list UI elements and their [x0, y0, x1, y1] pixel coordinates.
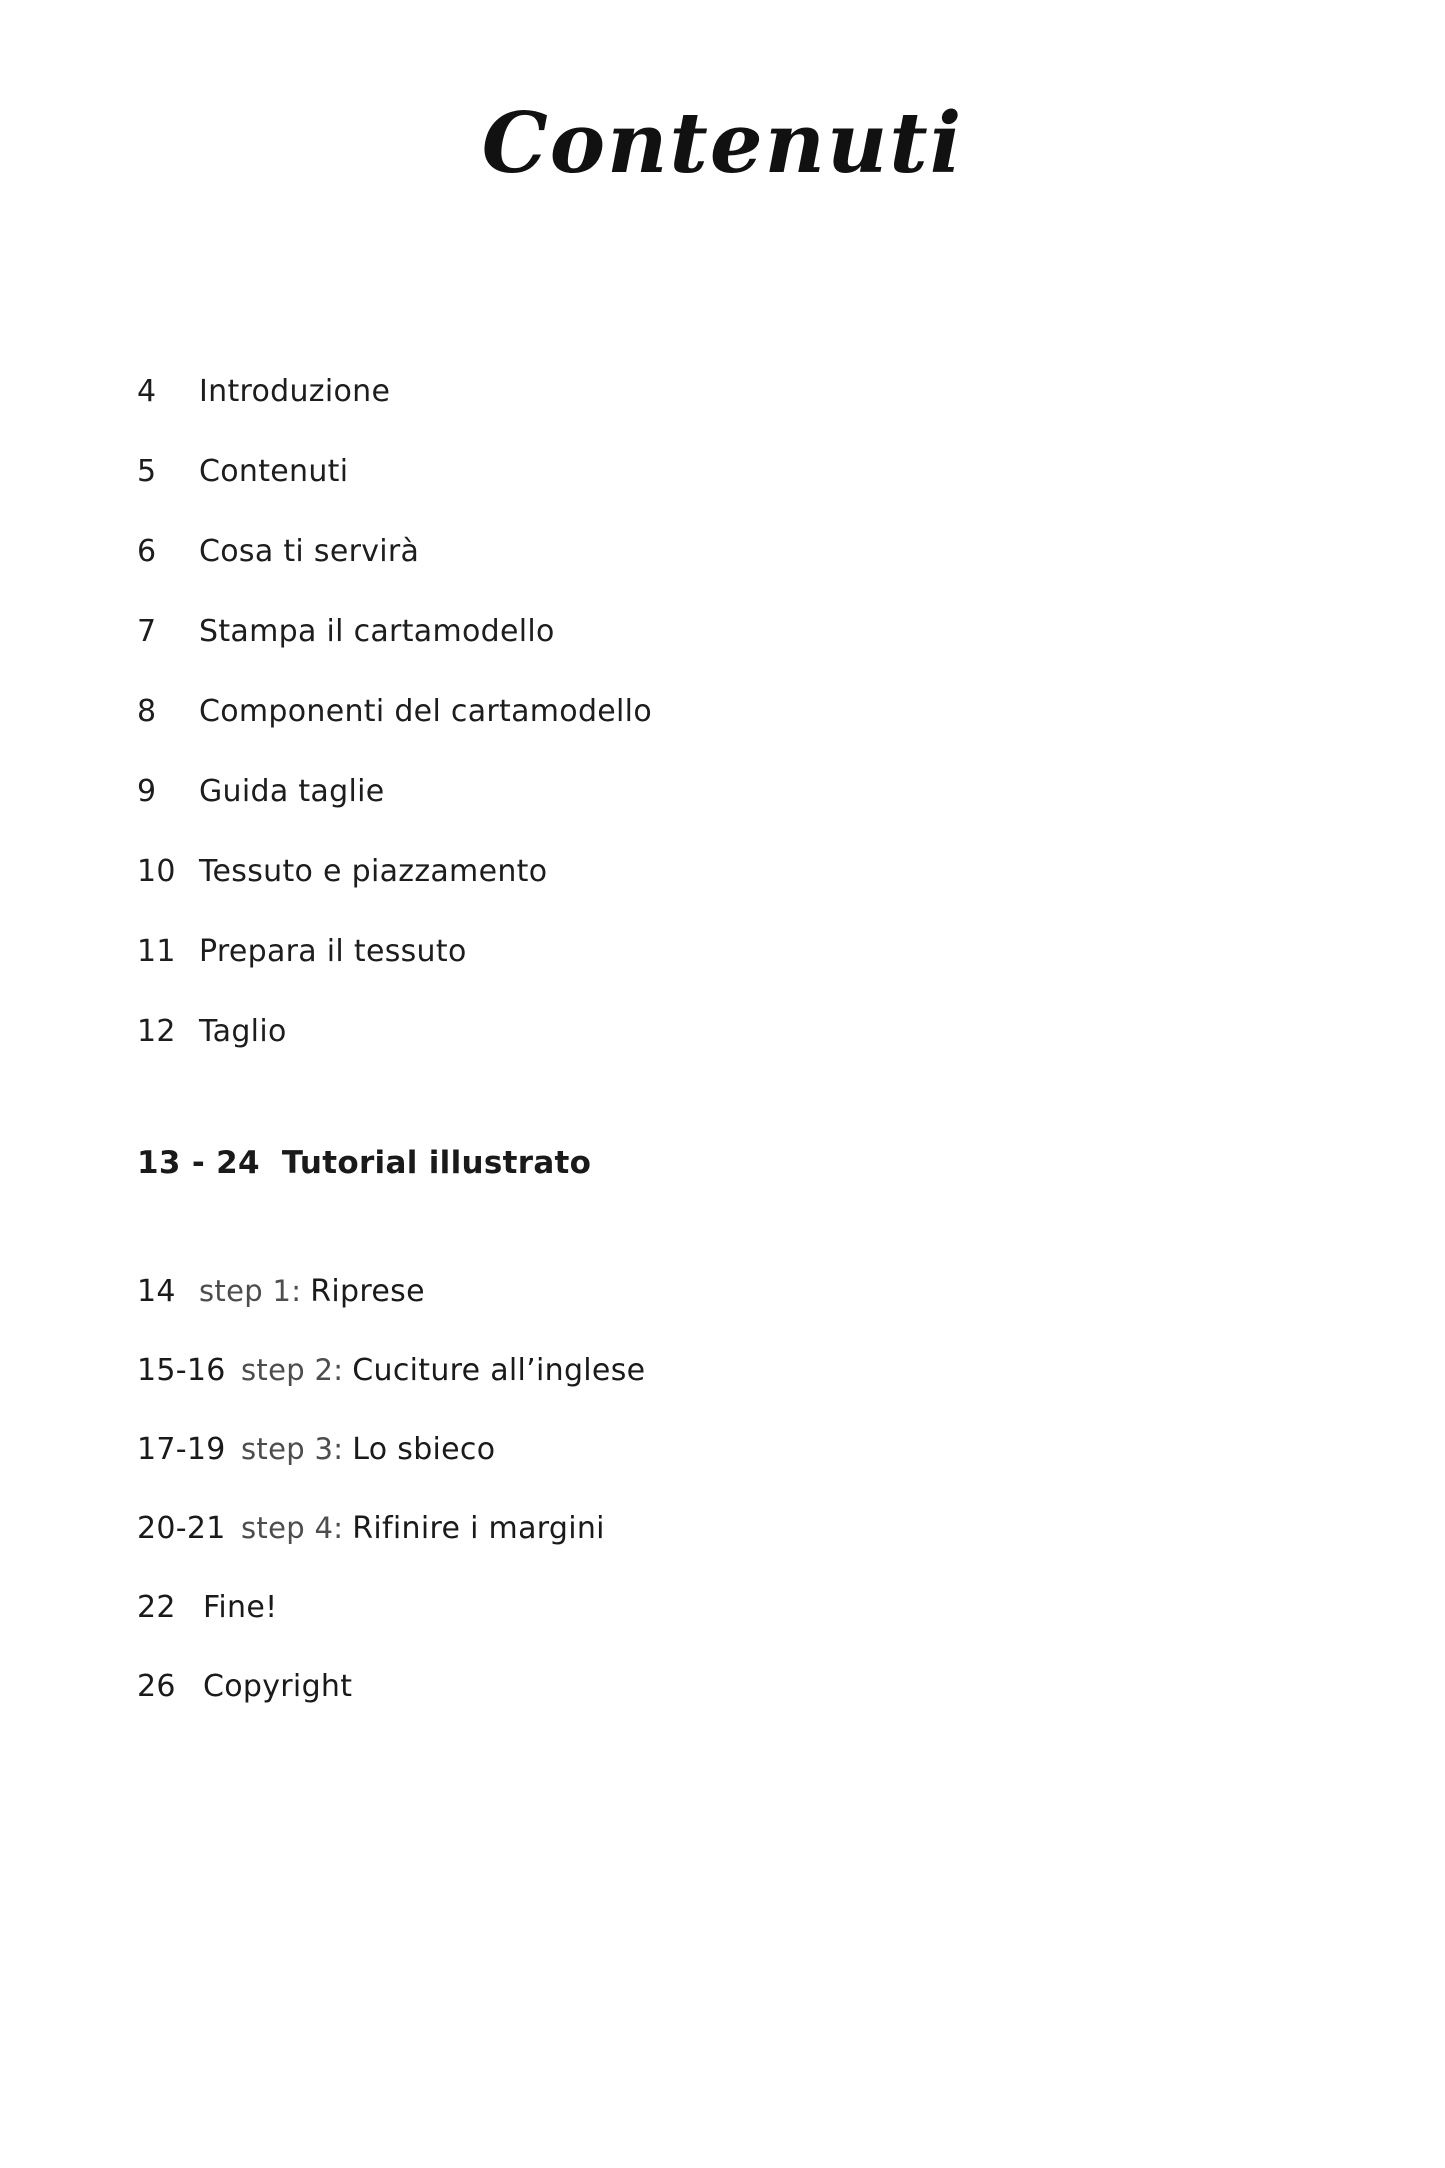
toc-entry[interactable]: [137, 1590, 1445, 1625]
toc-entry-page: 26: [137, 1669, 176, 1705]
toc-entry-page: 22: [137, 1590, 176, 1626]
toc-step-label: Cuciture all’inglese: [352, 1353, 646, 1389]
toc-step-page: 20-21: [137, 1511, 226, 1547]
toc-entry-label: Prepara il tessuto: [199, 934, 467, 970]
toc-entry[interactable]: [137, 934, 1445, 969]
toc-step-entry[interactable]: [137, 1432, 1445, 1467]
toc-step-kicker: step 2:: [241, 1353, 344, 1388]
toc-entry-page: 11: [137, 934, 176, 970]
toc-entry[interactable]: [137, 1669, 1445, 1704]
toc-entry-label: Copyright: [203, 1669, 353, 1705]
toc-entry-label: Stampa il cartamodello: [199, 614, 555, 650]
toc-entry[interactable]: [137, 1014, 1445, 1049]
toc-entry-page: 4: [137, 374, 157, 410]
toc-entry-label: Cosa ti servirà: [199, 534, 420, 570]
toc-entry-label: Componenti del cartamodello: [199, 694, 652, 730]
toc-entry-page: 12: [137, 1014, 176, 1050]
toc-entry-page: 10: [137, 854, 176, 890]
toc-entry-label: Introduzione: [199, 374, 391, 410]
toc-step-page: 15-16: [137, 1353, 226, 1389]
toc-section-label: Tutorial illustrato: [281, 1145, 592, 1182]
toc-step-page: 17-19: [137, 1432, 226, 1468]
toc-entry-page: 7: [137, 614, 157, 650]
toc-entry-page: 5: [137, 454, 157, 490]
toc-step-kicker: step 1:: [199, 1274, 302, 1309]
toc-step-entry[interactable]: [137, 1274, 1445, 1309]
table-of-contents: [0, 374, 1445, 1704]
toc-step-entry[interactable]: [137, 1353, 1445, 1388]
toc-section-page-range: 13 - 24: [137, 1145, 260, 1182]
toc-step-kicker: step 3:: [241, 1432, 344, 1467]
toc-entry-label: Guida taglie: [199, 774, 385, 810]
toc-entry-page: 8: [137, 694, 157, 730]
toc-step-label: Lo sbieco: [352, 1432, 496, 1468]
toc-step-page: 14: [137, 1274, 176, 1310]
toc-step-label: Rifinire i margini: [352, 1511, 605, 1547]
toc-step-entry[interactable]: [137, 1511, 1445, 1546]
toc-entry[interactable]: [137, 854, 1445, 889]
toc-entry[interactable]: [137, 454, 1445, 489]
toc-entry-label: Fine!: [203, 1590, 278, 1626]
toc-entry[interactable]: [137, 534, 1445, 569]
toc-entry[interactable]: [137, 374, 1445, 409]
toc-section-heading[interactable]: [137, 1145, 1445, 1181]
toc-entry[interactable]: [137, 774, 1445, 809]
toc-step-label: Riprese: [310, 1274, 425, 1310]
toc-entry[interactable]: [137, 694, 1445, 729]
toc-entry-page: 9: [137, 774, 157, 810]
toc-step-kicker: step 4:: [241, 1511, 344, 1546]
toc-entry-label: Taglio: [199, 1014, 287, 1050]
page-title: Contenuti: [481, 94, 964, 192]
toc-entry-page: 6: [137, 534, 157, 570]
toc-entry-label: Tessuto e piazzamento: [199, 854, 548, 890]
toc-entry[interactable]: [137, 614, 1445, 649]
toc-entry-label: Contenuti: [199, 454, 349, 490]
